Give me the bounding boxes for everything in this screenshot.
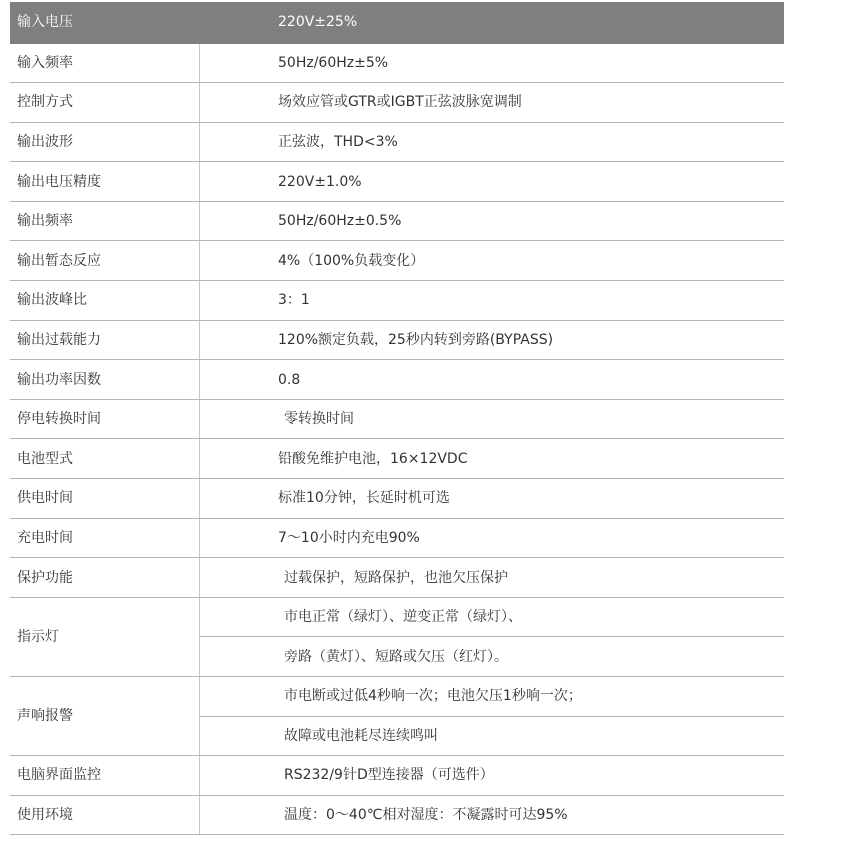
spec-label: 输出波峰比 xyxy=(10,281,200,321)
spec-value: 4%（100%负载变化） xyxy=(200,241,785,281)
spec-table xyxy=(10,2,784,835)
spec-row xyxy=(10,122,784,162)
spec-row xyxy=(10,399,784,439)
spec-row xyxy=(10,320,784,360)
spec-header-row xyxy=(10,2,784,43)
spec-value: 场效应管或GTR或IGBT正弦波脉宽调制 xyxy=(200,83,785,123)
spec-row xyxy=(10,518,784,558)
spec-label: 声响报警 xyxy=(10,677,200,756)
spec-value: 220V±1.0% xyxy=(200,162,785,202)
spec-label: 电脑界面监控 xyxy=(10,756,200,796)
spec-value: 旁路（黄灯）、短路或欠压（红灯）。 xyxy=(200,637,785,677)
spec-label: 控制方式 xyxy=(10,83,200,123)
spec-value: 零转换时间 xyxy=(200,399,785,439)
spec-row xyxy=(10,756,784,796)
spec-row xyxy=(10,597,784,637)
spec-row xyxy=(10,43,784,83)
spec-row xyxy=(10,479,784,519)
spec-row xyxy=(10,201,784,241)
spec-label: 停电转换时间 xyxy=(10,399,200,439)
spec-value: 铅酸免维护电池，16×12VDC xyxy=(200,439,785,479)
spec-value: 50Hz/60Hz±0.5% xyxy=(200,201,785,241)
spec-label: 指示灯 xyxy=(10,597,200,676)
spec-row xyxy=(10,558,784,598)
spec-value: 故障或电池耗尽连续鸣叫 xyxy=(200,716,785,756)
spec-label: 保护功能 xyxy=(10,558,200,598)
spec-value: 正弦波，THD<3% xyxy=(200,122,785,162)
spec-value: 50Hz/60Hz±5% xyxy=(200,43,785,83)
spec-label: 充电时间 xyxy=(10,518,200,558)
spec-value: RS232/9针D型连接器（可选件） xyxy=(200,756,785,796)
spec-row xyxy=(10,439,784,479)
spec-label: 输出过载能力 xyxy=(10,320,200,360)
spec-label: 输入频率 xyxy=(10,43,200,83)
spec-row xyxy=(10,83,784,123)
spec-value: 市电正常（绿灯）、逆变正常（绿灯）、 xyxy=(200,597,785,637)
spec-row xyxy=(10,360,784,400)
spec-value: 3：1 xyxy=(200,281,785,321)
spec-value: 220V±25% xyxy=(200,2,785,43)
spec-label: 输出波形 xyxy=(10,122,200,162)
spec-row xyxy=(10,162,784,202)
spec-label: 电池型式 xyxy=(10,439,200,479)
spec-row xyxy=(10,677,784,717)
spec-row xyxy=(10,795,784,835)
spec-table-body xyxy=(10,2,784,835)
spec-value: 7～10小时内充电90% xyxy=(200,518,785,558)
spec-value: 标准10分钟，长延时机可选 xyxy=(200,479,785,519)
spec-value: 120%额定负载，25秒内转到旁路(BYPASS) xyxy=(200,320,785,360)
spec-value: 市电断或过低4秒响一次；电池欠压1秒响一次； xyxy=(200,677,785,717)
spec-row xyxy=(10,281,784,321)
spec-label: 输出电压精度 xyxy=(10,162,200,202)
spec-label: 输出功率因数 xyxy=(10,360,200,400)
spec-label: 输入电压 xyxy=(10,2,200,43)
spec-label: 输出暂态反应 xyxy=(10,241,200,281)
spec-label: 输出频率 xyxy=(10,201,200,241)
spec-value: 过载保护，短路保护，也池欠压保护 xyxy=(200,558,785,598)
spec-row xyxy=(10,241,784,281)
spec-value: 温度：0～40℃相对湿度：不凝露时可达95% xyxy=(200,795,785,835)
spec-label: 供电时间 xyxy=(10,479,200,519)
spec-value: 0.8 xyxy=(200,360,785,400)
spec-label: 使用环境 xyxy=(10,795,200,835)
